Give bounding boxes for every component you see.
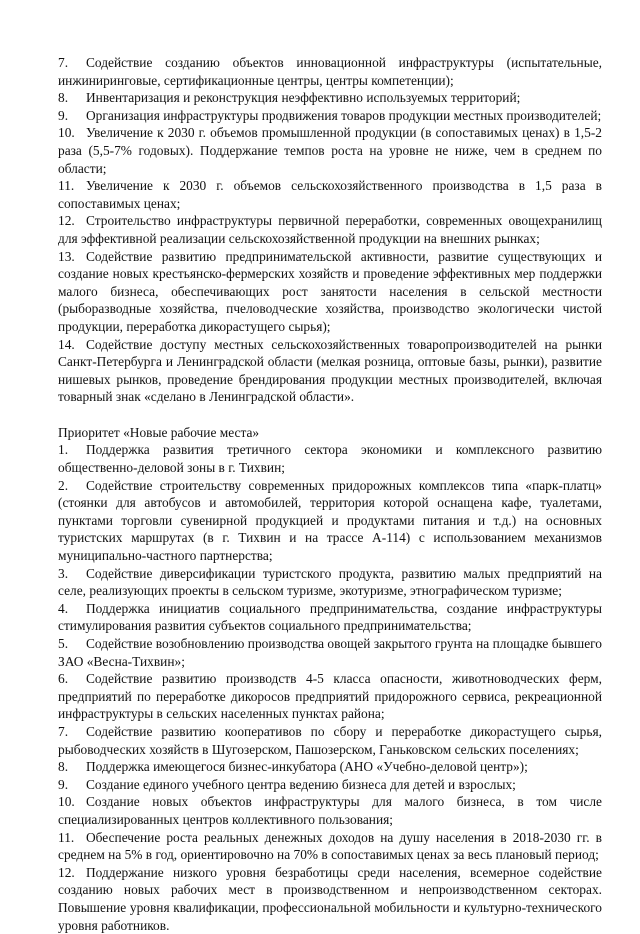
list-item xyxy=(58,336,602,406)
list-item xyxy=(58,89,602,107)
list-item xyxy=(58,793,602,828)
item-number: 12. xyxy=(58,864,75,880)
item-number: 7. xyxy=(58,55,69,70)
item-number: 10. xyxy=(58,125,75,141)
item-text: Содействие развитию производств 4-5 класса опасности, животноводческих ферм, предприятий по переработке дикоросов предприятий придорожного сервиса, рекреационной инфраструктуры в сельских населенных пунктах района; xyxy=(58,671,602,722)
item-text: Поддержание низкого уровня безработицы среди населения, всемерное содействие созданию новых рабочих мест в производственном и непроизводственном секторах. Повышение уровня квалификации, профессиональной мобильности и культурно-технического уровня работников. xyxy=(58,864,602,933)
item-number: 10. xyxy=(58,794,75,810)
item-text: Создание новых объектов инфраструктуры для малого бизнеса, в том числе специализированных центров коллективного пользования; xyxy=(58,794,602,827)
list-item xyxy=(58,212,602,247)
item-text: Содействие созданию объектов инновационной инфраструктуры (испытательные, инжиниринговые, сертификационные центры, центры компетенции); xyxy=(58,55,602,88)
item-number: 5. xyxy=(58,636,69,651)
item-text: Обеспечение роста реальных денежных доходов на душу населения в 2018-2030 гг. в среднем на 5% в год, ориентировочно на 70% в сопоставимых ценах за весь плановый период; xyxy=(58,829,602,863)
item-number: 7. xyxy=(58,723,69,739)
item-number: 11. xyxy=(58,829,75,845)
item-text: Содействие диверсификации туристского продукта, развитию малых предприятий на селе, реализующих проекты в сельском туризме, экотуризме, этнографическом туризме; xyxy=(58,565,602,599)
item-text: Организация инфраструктуры продвижения товаров продукции местных производителей; xyxy=(86,107,602,123)
item-number: 8. xyxy=(58,759,69,775)
item-number: 12. xyxy=(58,213,75,229)
item-number: 3. xyxy=(58,565,69,581)
list-item xyxy=(58,829,602,864)
item-number: 13. xyxy=(58,248,75,264)
item-text: Содействие строительству современных придорожных комплексов типа «парк-платц» (стоянки для автобусов и автомобилей, территория которой оснащена кафе, туалетами, пунктами торговли сувенирной продукцией и продуктами питания и т.д.) на основных туристских маршрутах (в г. Тихвин и на трассе А-114) с использованием механизмов муниципально-частного партнерства; xyxy=(58,477,602,564)
item-text: Содействие возобновлению производства овощей закрытого грунта на площадке бывшего ЗАО «Весна-Тихвин»; xyxy=(58,636,602,669)
item-number: 11. xyxy=(58,178,75,194)
top-list xyxy=(58,54,602,406)
list-item xyxy=(58,565,602,600)
item-text: Поддержка развития третичного сектора экономики и комплексного развитию общественно-деловой зоны в г. Тихвин; xyxy=(58,442,602,476)
list-item xyxy=(58,723,602,758)
item-text: Содействие развитию предпринимательской активности, развитие существующих и создание новых крестьянско-фермерских хозяйств и проведение эффективных мер поддержки малого бизнеса, обеспечивающих рост занятости населения в сельской местности (рыборазводные хозяйства, пчеловодческие хозяйства, производство экологически чистой продукции, переработка дикорастущего сырья); xyxy=(58,248,602,334)
item-number: 9. xyxy=(58,107,69,123)
list-item xyxy=(58,477,602,565)
list-item xyxy=(58,635,602,670)
list-item xyxy=(58,758,602,776)
item-number: 2. xyxy=(58,477,69,493)
item-number: 9. xyxy=(58,776,69,792)
item-text: Инвентаризация и реконструкция неэффективно используемых территорий; xyxy=(86,90,521,106)
item-text: Создание единого учебного центра ведению бизнеса для детей и взрослых; xyxy=(86,776,516,792)
item-number: 8. xyxy=(58,90,69,106)
priority-list xyxy=(58,441,602,934)
item-text: Увеличение к 2030 г. объемов промышленной продукции (в сопоставимых ценах) в 1,5-2 раза (5,5-7% годовых). Поддержание темпов роста на уровне не ниже, чем в среднем по области; xyxy=(58,125,602,176)
item-number: 6. xyxy=(58,671,69,687)
list-item xyxy=(58,864,602,934)
item-text: Содействие развитию кооперативов по сбору и переработке дикорастущего сырья, рыбоводческих хозяйств в Шугозерском, Пашозерском, Ганьковском сельских поселениях; xyxy=(58,723,602,757)
item-text: Строительство инфраструктуры первичной переработки, современных овощехранилищ для эффективной реализации сельскохозяйственной продукции на внешних рынках; xyxy=(58,213,602,246)
list-item xyxy=(58,670,602,723)
item-text: Содействие доступу местных сельскохозяйственных товаропроизводителей на рынки Санкт-Петербурга и Ленинградской области (мелкая розница, оптовые базы, рынки), развитие нишевых рынков, проведение брендирования продукции местных производителей, включая товарный знак «сделано в Ленинградской области». xyxy=(58,336,602,405)
list-item xyxy=(58,177,602,212)
item-text: Поддержка инициатив социального предпринимательства, создание инфраструктуры стимулирования развития субъектов социального предпринимательства; xyxy=(58,600,602,634)
item-text: Увеличение к 2030 г. объемов сельскохозяйственного производства в 1,5 раза в сопоставимых ценах; xyxy=(58,178,602,211)
list-item xyxy=(58,54,602,89)
item-number: 1. xyxy=(58,442,69,458)
item-number: 14. xyxy=(58,336,75,352)
item-text: Поддержка имеющегося бизнес-инкубатора (АНО «Учебно-деловой центр»); xyxy=(86,759,528,775)
list-item xyxy=(58,248,602,336)
list-item xyxy=(58,124,602,177)
list-item xyxy=(58,600,602,635)
priority-heading: Приоритет «Новые рабочие места» xyxy=(58,424,260,440)
list-item xyxy=(58,776,602,794)
list-item xyxy=(58,107,602,125)
item-number: 4. xyxy=(58,600,69,616)
list-item xyxy=(58,441,602,476)
